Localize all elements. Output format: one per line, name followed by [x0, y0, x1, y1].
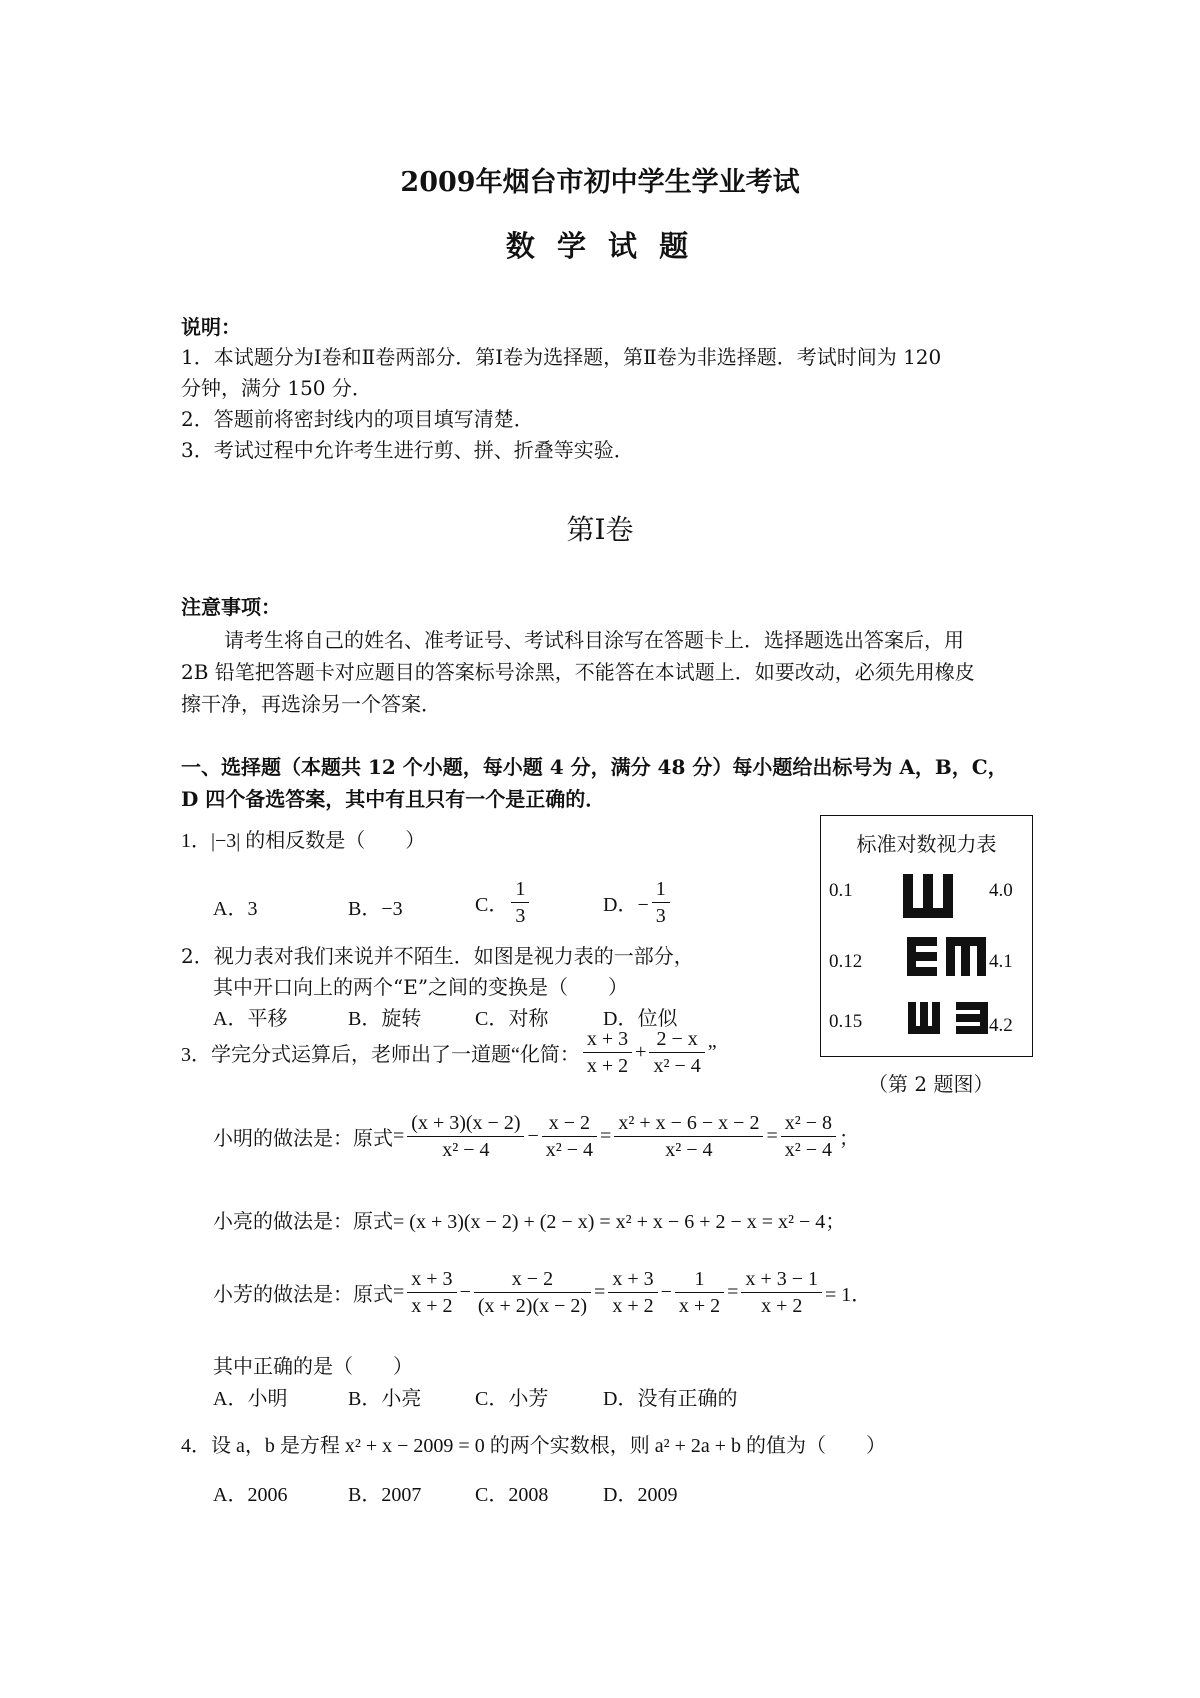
e-symbol-up-large [903, 874, 953, 918]
solution-expression: = (x + 3)(x − 2) + (2 − x) = x² + x − 6 + 2 − x = x² − 4； [393, 1211, 846, 1233]
xiaoming-solution [213, 1110, 859, 1163]
fraction-denominator: x + 2 [612, 1295, 654, 1317]
fraction-denominator: x² − 4 [784, 1139, 833, 1161]
figure-caption: （第 2 题图） [868, 1072, 994, 1096]
minus-sign: − [459, 1281, 471, 1303]
question-text: 的相反数是（ ） [240, 830, 426, 852]
solution-label: 小芳的做法是：原式 [213, 1284, 393, 1306]
option-d-label: D．− [603, 894, 649, 916]
fraction-numerator: 1 [675, 1266, 724, 1293]
option-a: A．3 [213, 898, 258, 920]
fraction-numerator: x² − 8 [781, 1110, 836, 1137]
fraction-numerator: (x + 3)(x − 2) [407, 1110, 524, 1137]
eye-chart-left-label: 0.1 [829, 880, 853, 901]
equals-sign: = [393, 1125, 405, 1147]
notice-heading: 注意事项： [181, 595, 281, 619]
option-d: D．2009 [603, 1484, 678, 1506]
result: = 1． [825, 1284, 872, 1306]
instruction-item: 3．考试过程中允许考生进行剪、拼、折叠等实验． [181, 438, 634, 462]
volume-title: 第Ⅰ卷 [566, 513, 634, 546]
question-2-line1: 2．视力表对我们来说并不陌生．如图是视力表的一部分， [181, 944, 694, 968]
notice-line: 请考生将自己的姓名、准考证号、考试科目涂写在答题卡上．选择题选出答案后，用 [224, 628, 964, 652]
fraction-denominator: x + 2 [761, 1295, 803, 1317]
option-b: B．旋转 [348, 1008, 422, 1030]
instructions-heading: 说明： [181, 315, 241, 339]
fraction-numerator: 2 − x [649, 1026, 704, 1053]
option-c-label: C． [475, 894, 509, 916]
fraction-numerator: x − 2 [474, 1266, 591, 1293]
fraction-numerator: x + 3 − 1 [741, 1266, 822, 1293]
semicolon: ； [839, 1128, 860, 1150]
question-1 [181, 825, 425, 857]
exam-subtitle: 数 学 试 题 [505, 229, 695, 263]
equals-sign: = [393, 1281, 405, 1303]
eye-chart-right-label: 4.1 [989, 951, 1013, 972]
eye-chart-left-label: 0.12 [829, 951, 863, 972]
abs-value: |−3| [211, 830, 241, 852]
fraction-denominator: x + 2 [586, 1055, 629, 1077]
exam-title: 2009年烟台市初中学生学业考试 [400, 167, 800, 198]
plus-sign: + [635, 1041, 647, 1063]
eye-chart-left-label: 0.15 [829, 1011, 863, 1032]
fraction-numerator: x + 3 [583, 1026, 632, 1053]
minus-sign: − [660, 1281, 672, 1303]
fraction-numerator: x² + x − 6 − x − 2 [614, 1110, 763, 1137]
fraction-denominator: x² − 4 [442, 1139, 490, 1161]
section-heading: D 四个备选答案，其中有且只有一个是正确的． [181, 787, 606, 811]
option-a: A．平移 [213, 1008, 288, 1030]
instruction-item: 分钟，满分 150 分． [181, 376, 372, 400]
fraction-denominator: x + 2 [411, 1295, 453, 1317]
solution-label: 小亮的做法是：原式 [213, 1211, 393, 1233]
option-a: A．2006 [213, 1484, 288, 1506]
option-b: B．小亮 [348, 1388, 422, 1410]
option-a: A．小明 [213, 1388, 288, 1410]
e-symbol-down [946, 937, 986, 976]
section-heading: 一、选择题（本题共 12 个小题，每小题 4 分，满分 48 分）每小题给出标号为 A，B，C， [181, 755, 1008, 779]
question-text: 3．学完分式运算后，老师出了一道题“化简： [181, 1044, 580, 1066]
question-number: 1． [181, 830, 211, 852]
eye-chart-figure [820, 815, 1033, 1057]
fraction-numerator: 1 [511, 876, 529, 903]
e-symbol-right [907, 937, 937, 976]
eye-chart-right-label: 4.2 [989, 1015, 1013, 1036]
fraction-denominator: x + 2 [678, 1295, 721, 1317]
option-c [475, 876, 532, 929]
notice-line: 擦干净，再选涂另一个答案． [181, 692, 441, 716]
fraction-numerator: 1 [652, 876, 670, 903]
option-d: D．位似 [603, 1008, 678, 1030]
option-b: B．2007 [348, 1484, 422, 1506]
e-symbol-left [956, 1002, 988, 1034]
instruction-item: 2．答题前将密封线内的项目填写清楚． [181, 407, 534, 431]
fraction-denominator: x² − 4 [665, 1139, 713, 1161]
equals-sign: = [727, 1281, 739, 1303]
solution-label: 小明的做法是：原式 [213, 1128, 393, 1150]
fraction-denominator: (x + 2)(x − 2) [477, 1295, 588, 1317]
fraction-denominator: 3 [515, 905, 526, 927]
instruction-item: 1．本试题分为Ⅰ卷和Ⅱ卷两部分．第Ⅰ卷为选择题，第Ⅱ卷为非选择题．考试时间为 120 [181, 345, 942, 369]
question-3-prompt: 其中正确的是（ ） [213, 1354, 413, 1378]
equals-sign: = [766, 1125, 778, 1147]
option-b: B．−3 [348, 898, 403, 920]
eye-chart-right-label: 4.0 [989, 880, 1013, 901]
fraction-denominator: x² − 4 [545, 1139, 594, 1161]
fraction-numerator: x + 3 [407, 1266, 456, 1293]
eye-chart-title: 标准对数视力表 [856, 832, 997, 856]
xiaofang-solution [213, 1266, 871, 1319]
xiaoliang-solution [213, 1206, 845, 1238]
option-c: C．2008 [475, 1484, 549, 1506]
question-2-line2: 其中开口向上的两个“E”之间的变换是（ ） [213, 975, 629, 999]
question-3-lead [181, 1026, 717, 1079]
question-4: 4．设 a，b 是方程 x² + x − 2009 = 0 的两个实数根，则 a² + 2a + b 的值为（ ） [181, 1435, 887, 1457]
equals-sign: = [600, 1125, 612, 1147]
fraction-denominator: 3 [655, 905, 666, 927]
option-c: C．小芳 [475, 1388, 549, 1410]
fraction-numerator: x + 3 [608, 1266, 657, 1293]
e-symbol-up-small [908, 1002, 940, 1034]
minus-sign: − [527, 1125, 539, 1147]
fraction-numerator: x − 2 [542, 1110, 597, 1137]
fraction-denominator: x² − 4 [653, 1055, 701, 1077]
quote-close: ” [707, 1041, 717, 1063]
option-d [603, 876, 673, 929]
notice-line: 2B 铅笔把答题卡对应题目的答案标号涂黑，不能答在本试题上．如要改动，必须先用橡皮 [181, 660, 975, 684]
equals-sign: = [594, 1281, 606, 1303]
option-c: C．对称 [475, 1008, 549, 1030]
option-d: D．没有正确的 [603, 1388, 738, 1410]
eye-chart-symbols [821, 816, 1034, 1058]
